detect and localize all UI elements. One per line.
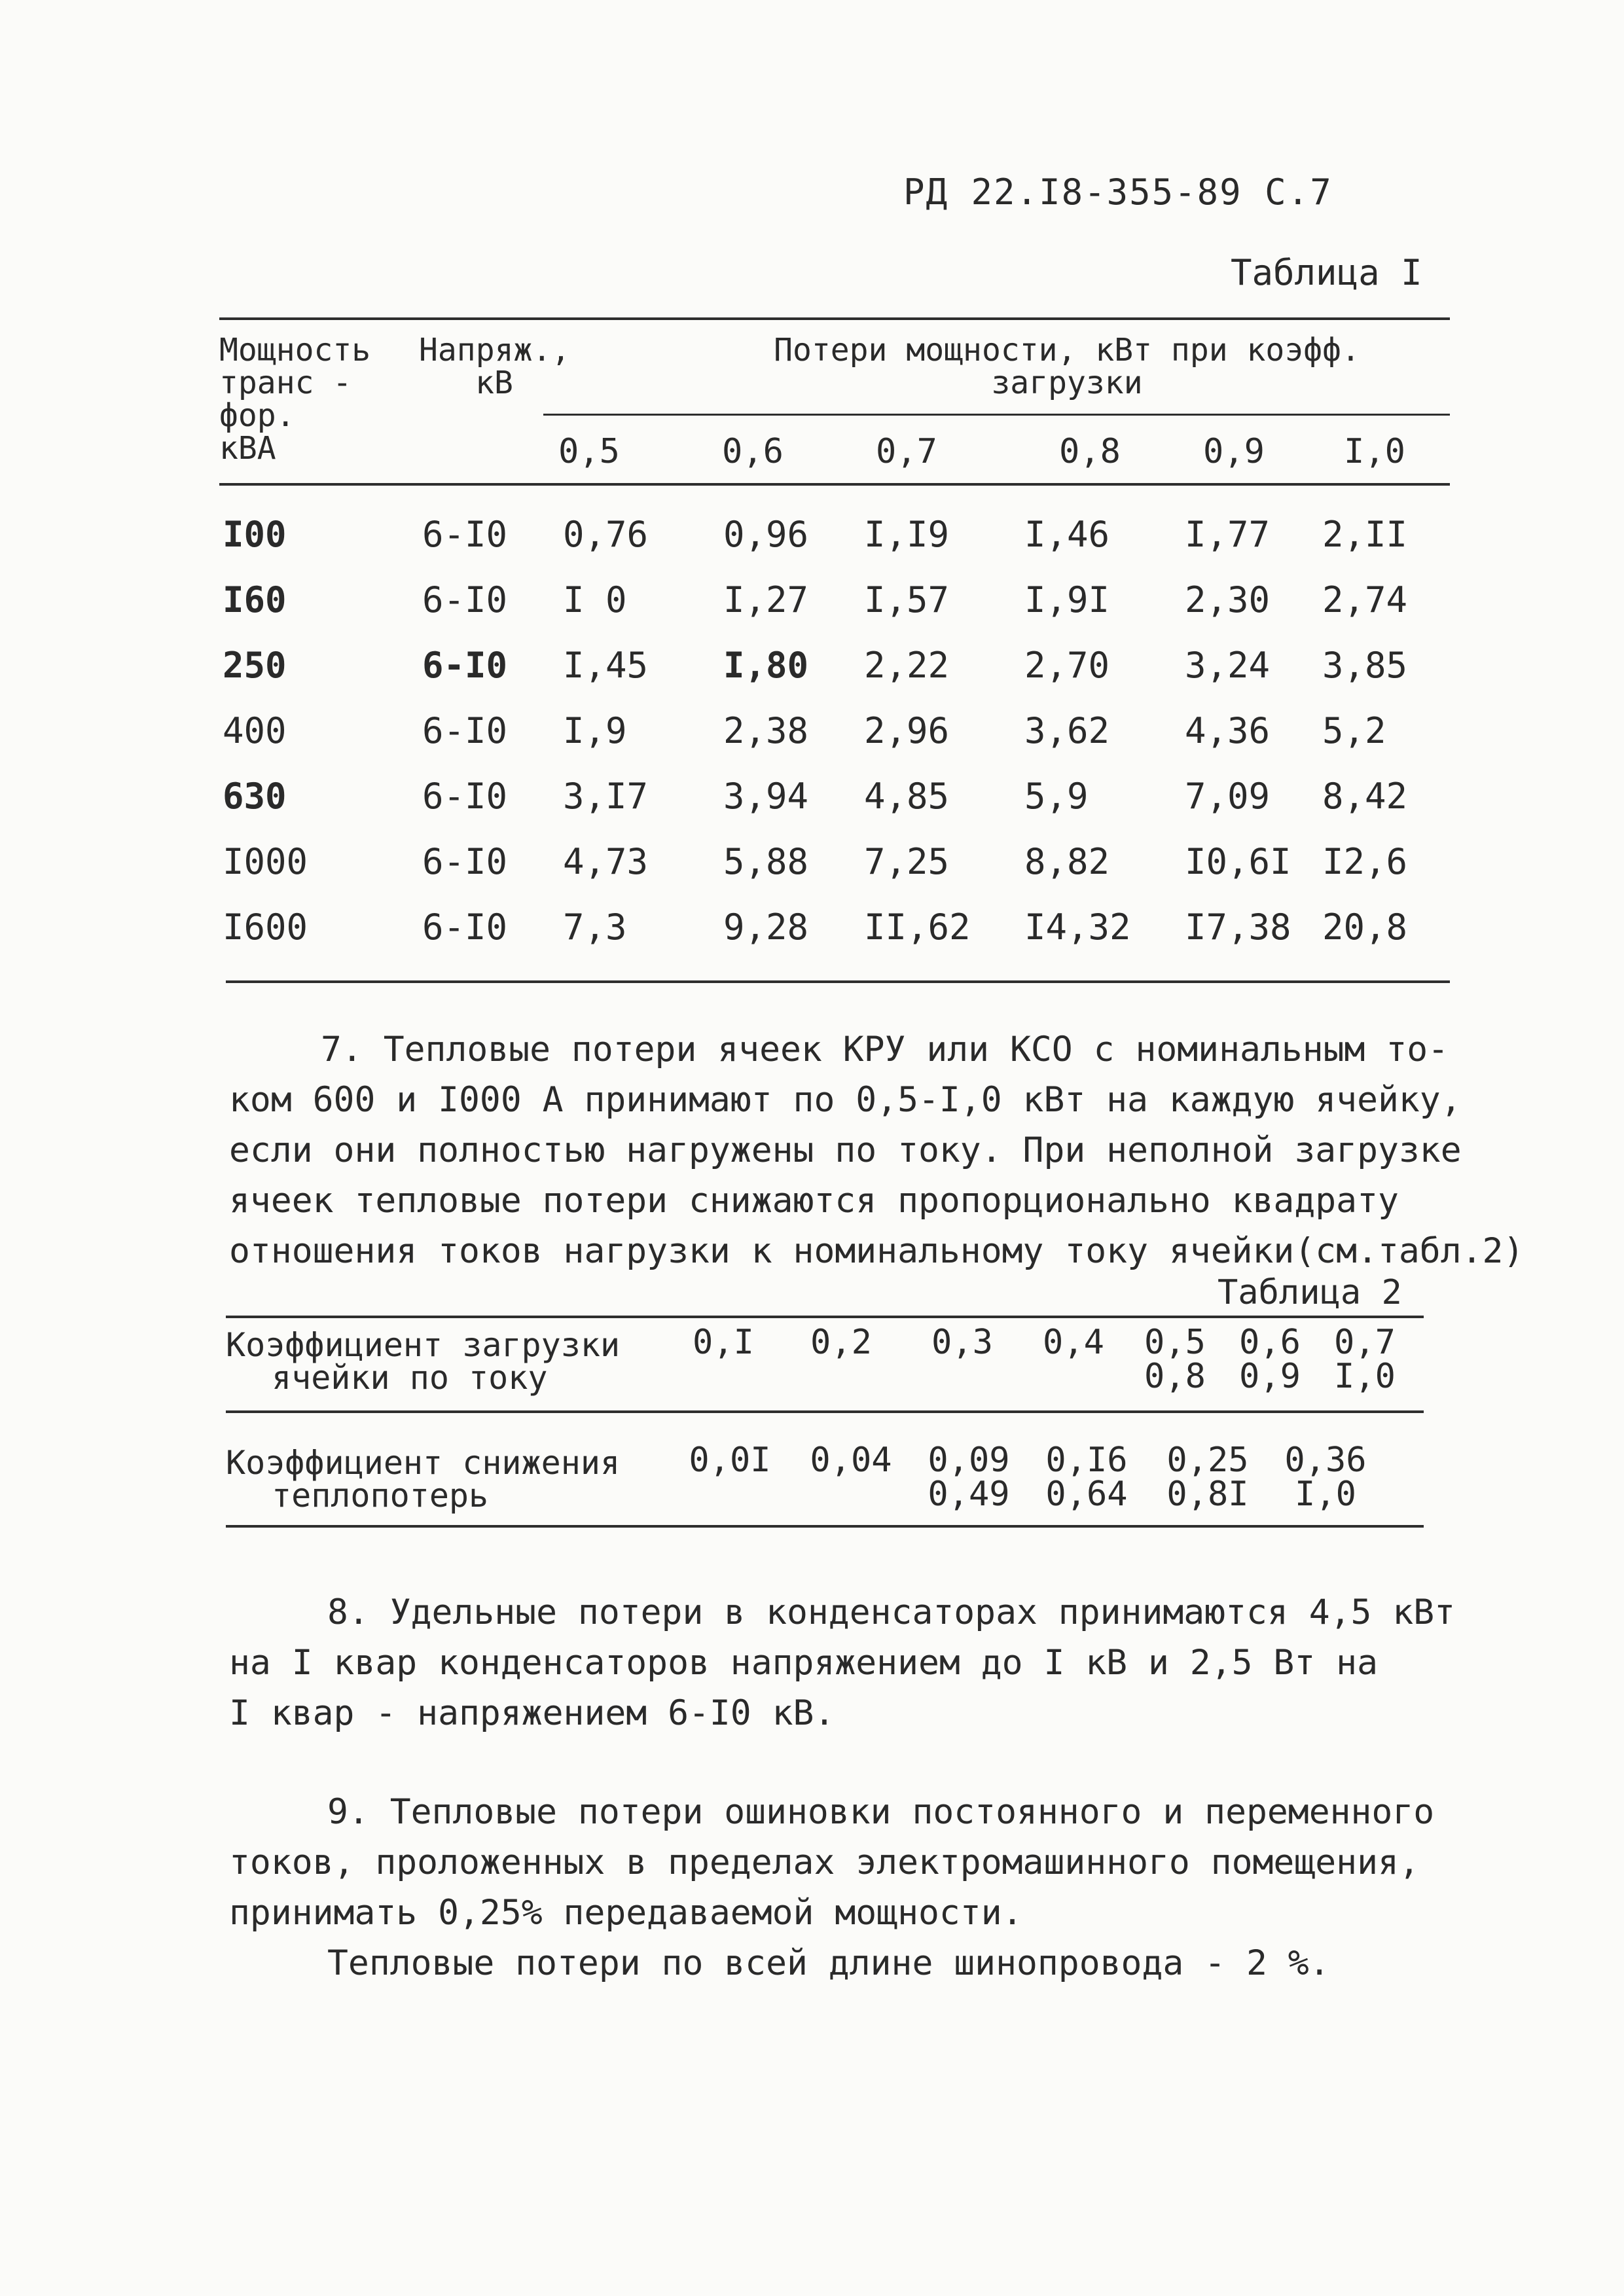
- cell-voltage: 6-I0: [422, 579, 508, 620]
- coef-0-5: 0,5: [558, 432, 620, 471]
- cell-loss-value: 3,I7: [563, 776, 649, 817]
- cell-loss-value: II,62: [864, 906, 971, 948]
- cell-loss-value: 2,30: [1185, 579, 1271, 620]
- coef-0-8: 0,8: [1059, 432, 1121, 471]
- cell-loss-value: I,9I: [1024, 579, 1110, 620]
- cell-loss-value: I,80: [723, 645, 809, 686]
- cell-loss-value: 3,85: [1322, 645, 1408, 686]
- table2-value: 0,36: [1284, 1441, 1367, 1480]
- text-line: ком 600 и I000 А принимают по 0,5-I,0 кВт на каждую ячейку,: [229, 1080, 1462, 1120]
- cell-loss-value: I0,6I: [1185, 841, 1291, 882]
- text-line: Тепловые потери по всей длине шинопровода - 2 %.: [327, 1943, 1330, 1983]
- cell-power: 400: [223, 710, 287, 751]
- table1-top-rule: [219, 317, 1450, 320]
- header-line: фор.: [219, 397, 295, 434]
- table2-value: 0,5: [1144, 1323, 1206, 1362]
- cell-loss-value: 2,38: [723, 710, 809, 751]
- table2-value: 0,I: [693, 1323, 754, 1362]
- table2-value: 0,8I: [1166, 1475, 1249, 1514]
- cell-loss-value: I,77: [1185, 514, 1271, 555]
- cell-voltage: 6-I0: [422, 776, 508, 817]
- text-line: 9. Тепловые потери ошиновки постоянного и переменного: [327, 1792, 1435, 1832]
- label-line: теплопотерь: [272, 1477, 489, 1515]
- cell-loss-value: 3,62: [1024, 710, 1110, 751]
- cell-loss-value: I,57: [864, 579, 950, 620]
- table2-value: 0,2: [810, 1323, 872, 1362]
- cell-loss-value: 4,36: [1185, 710, 1271, 751]
- table2-value: I,0: [1334, 1357, 1396, 1396]
- cell-loss-value: 3,24: [1185, 645, 1271, 686]
- table2-value: 0,0I: [689, 1441, 771, 1480]
- table2-value: 0,4: [1043, 1323, 1104, 1362]
- table2-value: 0,I6: [1045, 1441, 1128, 1480]
- table2-value: 0,8: [1144, 1357, 1206, 1396]
- cell-loss-value: 3,94: [723, 776, 809, 817]
- table1-caption: Таблица I: [1231, 252, 1422, 293]
- header-line: транс -: [219, 365, 352, 401]
- coef-0-7: 0,7: [876, 432, 937, 471]
- table2-top-rule: [226, 1316, 1424, 1318]
- cell-voltage: 6-I0: [422, 645, 508, 686]
- text-line: отношения токов нагрузки к номинальному току ячейки(см.табл.2): [229, 1231, 1525, 1271]
- table2-row2-label: [226, 1444, 621, 1515]
- cell-loss-value: I4,32: [1024, 906, 1131, 948]
- table2-value: I,0: [1295, 1475, 1356, 1514]
- cell-loss-value: 5,2: [1322, 710, 1386, 751]
- paragraph-9: [229, 1787, 1460, 1988]
- text-line: I квар - напряжением 6-I0 кВ.: [229, 1693, 835, 1733]
- cell-loss-value: 4,85: [864, 776, 950, 817]
- cell-loss-value: 7,09: [1185, 776, 1271, 817]
- cell-loss-value: I 0: [563, 579, 627, 620]
- header-line: загрузки: [991, 365, 1143, 401]
- paragraph-8: [229, 1587, 1460, 1738]
- text-line: 8. Удельные потери в конденсаторах принимаются 4,5 кВт: [327, 1592, 1456, 1632]
- cell-voltage: 6-I0: [422, 841, 508, 882]
- cell-loss-value: 4,73: [563, 841, 649, 882]
- text-line: если они полностью нагружены по току. При неполной загрузке: [229, 1130, 1462, 1170]
- cell-loss-value: 2,II: [1322, 514, 1408, 555]
- cell-power: I600: [223, 906, 308, 948]
- paragraph-7: [229, 1024, 1525, 1276]
- cell-loss-value: 20,8: [1322, 906, 1408, 948]
- cell-loss-value: 0,76: [563, 514, 649, 555]
- header-line: кВА: [219, 430, 276, 467]
- cell-voltage: 6-I0: [422, 710, 508, 751]
- table2-middle-rule: [226, 1410, 1424, 1413]
- table1-header-rule: [219, 483, 1450, 486]
- cell-loss-value: 5,88: [723, 841, 809, 882]
- header-line: Мощность: [219, 332, 371, 368]
- cell-power: I00: [223, 514, 287, 555]
- document-reference: РД 22.I8-355-89 С.7: [903, 171, 1333, 213]
- header-line: кВ: [475, 365, 513, 401]
- label-line: Коэффициент снижения: [226, 1444, 621, 1482]
- cell-loss-value: 7,25: [864, 841, 950, 882]
- cell-power: I60: [223, 579, 287, 620]
- cell-power: 250: [223, 645, 287, 686]
- cell-loss-value: 2,74: [1322, 579, 1408, 620]
- cell-loss-value: I7,38: [1185, 906, 1291, 948]
- text-line: принимать 0,25% передаваемой мощности.: [229, 1893, 1023, 1933]
- table2-value: 0,25: [1166, 1441, 1249, 1480]
- table2-value: 0,04: [810, 1441, 892, 1480]
- text-line: на I квар конденсаторов напряжением до I кВ и 2,5 Вт на: [229, 1643, 1378, 1683]
- table2-value: 0,3: [931, 1323, 993, 1362]
- cell-voltage: 6-I0: [422, 906, 508, 948]
- cell-loss-value: 8,82: [1024, 841, 1110, 882]
- cell-loss-value: I,27: [723, 579, 809, 620]
- table2-caption: Таблица 2: [1218, 1273, 1402, 1312]
- cell-power: 630: [223, 776, 287, 817]
- cell-loss-value: I2,6: [1322, 841, 1408, 882]
- label-line: Коэффициент загрузки: [226, 1326, 621, 1364]
- cell-loss-value: 2,22: [864, 645, 950, 686]
- text-line: ячеек тепловые потери снижаются пропорционально квадрату: [229, 1181, 1399, 1221]
- cell-loss-value: I,46: [1024, 514, 1110, 555]
- cell-loss-value: 8,42: [1322, 776, 1408, 817]
- coef-0-9: 0,9: [1203, 432, 1265, 471]
- label-line: ячейки по току: [272, 1359, 548, 1397]
- cell-loss-value: 2,70: [1024, 645, 1110, 686]
- cell-loss-value: I,I9: [864, 514, 950, 555]
- cell-loss-value: 9,28: [723, 906, 809, 948]
- cell-loss-value: I,9: [563, 710, 627, 751]
- cell-power: I000: [223, 841, 308, 882]
- cell-loss-value: I,45: [563, 645, 649, 686]
- table1-subheader-rule: [543, 414, 1450, 416]
- text-line: токов, проложенных в пределах электромашинного помещения,: [229, 1842, 1420, 1882]
- cell-loss-value: 0,96: [723, 514, 809, 555]
- coef-0-6: 0,6: [722, 432, 784, 471]
- cell-loss-value: 2,96: [864, 710, 950, 751]
- cell-loss-value: 7,3: [563, 906, 627, 948]
- cell-loss-value: 5,9: [1024, 776, 1089, 817]
- table2-value: 0,7: [1334, 1323, 1396, 1362]
- table2-value: 0,09: [928, 1441, 1010, 1480]
- cell-voltage: 6-I0: [422, 514, 508, 555]
- table1-col-voltage-header: [419, 334, 569, 399]
- table2-value: 0,64: [1045, 1475, 1128, 1514]
- table2-bottom-rule: [226, 1525, 1424, 1528]
- table2-value: 0,9: [1239, 1357, 1301, 1396]
- table2-value: 0,49: [928, 1475, 1010, 1514]
- coef-1-0: I,0: [1344, 432, 1405, 471]
- table2-value: 0,6: [1239, 1323, 1301, 1362]
- table1-col-losses-header: [740, 334, 1394, 399]
- table1-bottom-rule: [226, 980, 1450, 983]
- table1-col-power-header: [219, 334, 370, 465]
- header-line: Потери мощности, кВт при коэфф.: [774, 332, 1360, 368]
- header-line: Напряж.,: [419, 332, 571, 368]
- text-line: 7. Тепловые потери ячеек КРУ или КСО с номинальным то-: [321, 1030, 1449, 1069]
- table2-row1-label: [226, 1326, 621, 1397]
